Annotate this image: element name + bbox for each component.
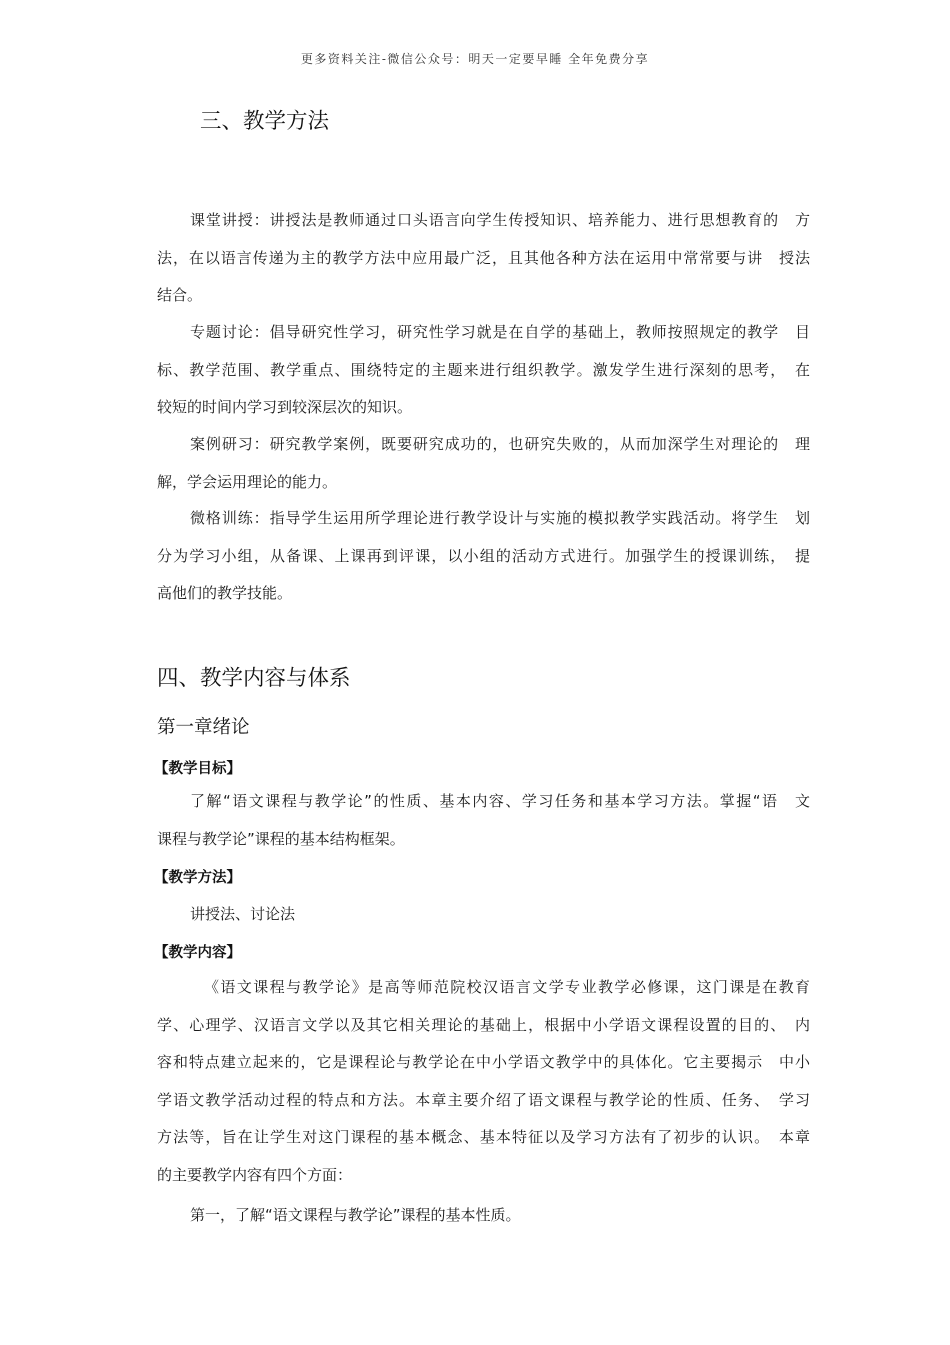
text-line: 学语文教学活动过程的特点和方法。本章主要介绍了语文课程与教学论的性质、任务、 学习 <box>157 1090 810 1109</box>
text-line: 课程与教学论”课程的基本结构框架。 <box>157 829 405 848</box>
text-line: 较短的时间内学习到较深层次的知识。 <box>157 398 413 416</box>
section-title-content-system: 四、教学内容与体系 <box>157 666 351 691</box>
text-line: 高他们的教学技能。 <box>157 584 293 602</box>
text-line: 《语文课程与教学论》是高等师范院校汉语言文学专业教学必修课，这门课是在教育 <box>204 978 810 996</box>
text-line: 结合。 <box>157 286 203 304</box>
text-line: 了解“语文课程与教学论”的性质、基本内容、学习任务和基本学习方法。掌握“语 文 <box>190 792 810 810</box>
text-line: 方法等，旨在让学生对这门课程的基本概念、基本特征以及学习方法有了初步的认识。 本章 <box>157 1128 810 1146</box>
teaching-content-tag: 【教学内容】 <box>154 945 241 961</box>
paragraph-discussion <box>157 314 810 427</box>
page-header-note: 更多资料关注-微信公众号：明天一定要早睡 全年免费分享 <box>300 52 650 66</box>
teaching-method-tag: 【教学方法】 <box>154 870 241 886</box>
text-line: 课堂讲授：讲授法是教师通过口头语言向学生传授知识、培养能力、进行思想教育的 方 <box>190 211 810 229</box>
paragraph-teaching-goal <box>157 783 810 858</box>
text-line: 专题讨论：倡导研究性学习，研究性学习就是在自学的基础上，教师按照规定的教学 目 <box>190 323 810 341</box>
paragraph-case-study <box>157 426 810 501</box>
section-title-teaching-methods: 三、教学方法 <box>200 109 330 134</box>
paragraph-lecture <box>157 202 810 315</box>
text-line: 容和特点建立起来的，它是课程论与教学论在中小学语文教学中的具体化。它主要揭示 中小 <box>157 1053 810 1071</box>
paragraph-microteaching <box>157 500 810 613</box>
text-line: 解，学会运用理论的能力。 <box>157 472 338 491</box>
first-point-text: 第一，了解“语文课程与教学论”课程的基本性质。 <box>190 1206 521 1224</box>
text-line: 微格训练：指导学生运用所学理论进行教学设计与实施的模拟教学实践活动。将学生 划 <box>190 509 810 527</box>
text-line: 分为学习小组，从备课、上课再到评课，以小组的活动方式进行。加强学生的授课训练， 提 <box>157 546 810 565</box>
text-line: 案例研习：研究教学案例，既要研究成功的，也研究失败的，从而加深学生对理论的 理 <box>190 435 810 453</box>
text-line: 法，在以语言传递为主的教学方法中应用最广泛，且其他各种方法在运用中常常要与讲 授法 <box>157 248 810 267</box>
paragraph-teaching-content <box>157 969 810 1194</box>
text-line: 的主要教学内容有四个方面： <box>157 1165 353 1184</box>
text-line: 标、教学范围、教学重点、围绕特定的主题来进行组织教学。激发学生进行深刻的思考， 在 <box>157 360 810 379</box>
chapter-title: 第一章绪论 <box>157 717 250 738</box>
teaching-method-text: 讲授法、讨论法 <box>190 905 296 923</box>
teaching-goal-tag: 【教学目标】 <box>154 761 241 777</box>
text-line: 学、心理学、汉语言文学以及其它相关理论的基础上，根据中小学语文课程设置的目的、 内 <box>157 1015 810 1034</box>
